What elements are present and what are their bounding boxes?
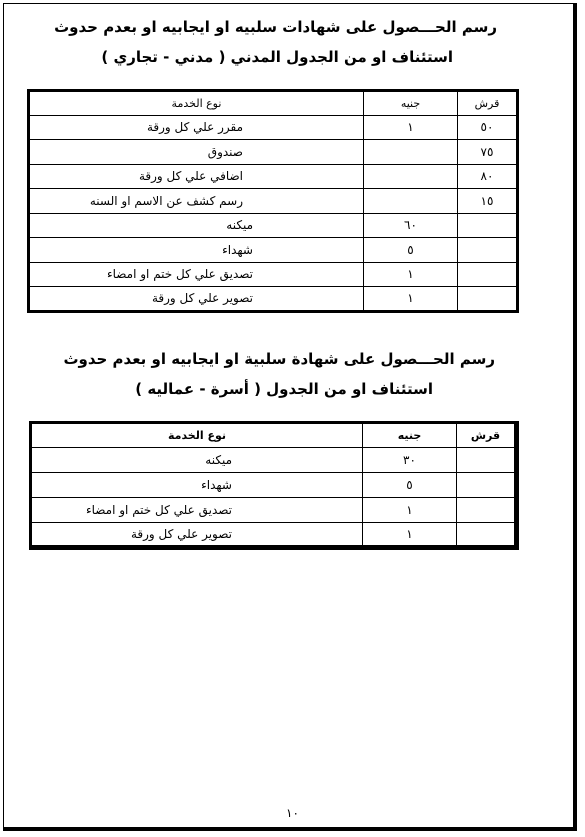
table-row bbox=[29, 213, 518, 238]
table-row bbox=[31, 473, 517, 498]
service-cell: تصوير علي كل ورقة bbox=[31, 523, 363, 548]
gineh-cell bbox=[364, 140, 458, 165]
service-cell: تصديق علي كل ختم او امضاء bbox=[31, 498, 363, 523]
qirsh-cell: ٨٠ bbox=[458, 164, 518, 189]
table-row bbox=[29, 140, 518, 165]
table-row bbox=[29, 238, 518, 263]
table-row bbox=[29, 115, 518, 140]
qirsh-cell bbox=[458, 238, 518, 263]
service-cell: رسم كشف عن الاسم او السنه bbox=[29, 189, 364, 214]
service-cell: تصوير علي كل ورقة bbox=[29, 287, 364, 312]
header-gineh: جنيه bbox=[363, 423, 457, 448]
gineh-cell: ٣٠ bbox=[363, 448, 457, 473]
table-header-row bbox=[31, 423, 517, 448]
qirsh-cell bbox=[458, 262, 518, 287]
section2-title-line2: استئناف او من الجدول ( أسرة - عماليه ) bbox=[135, 380, 433, 398]
qirsh-cell bbox=[457, 473, 517, 498]
header-qirsh: قرش bbox=[457, 423, 517, 448]
service-cell: مقرر علي كل ورقة bbox=[29, 115, 364, 140]
qirsh-cell: ١٥ bbox=[458, 189, 518, 214]
header-service: نوع الخدمة bbox=[29, 91, 364, 116]
table-row bbox=[29, 262, 518, 287]
table-row bbox=[29, 287, 518, 312]
table-row bbox=[29, 164, 518, 189]
gineh-cell: ٥ bbox=[364, 238, 458, 263]
gineh-cell: ١ bbox=[363, 523, 457, 548]
service-cell: شهداء bbox=[31, 473, 363, 498]
gineh-cell bbox=[364, 164, 458, 189]
service-cell: تصديق علي كل ختم او امضاء bbox=[29, 262, 364, 287]
gineh-cell: ١ bbox=[364, 262, 458, 287]
header-gineh: جنيه bbox=[364, 91, 458, 116]
qirsh-cell: ٧٥ bbox=[458, 140, 518, 165]
table-row bbox=[31, 523, 517, 548]
section2-fee-table bbox=[29, 421, 519, 550]
gineh-cell: ١ bbox=[363, 498, 457, 523]
gineh-cell: ٥ bbox=[363, 473, 457, 498]
section1-title-line2: استئناف او من الجدول المدني ( مدني - تجاري ) bbox=[101, 48, 453, 66]
qirsh-cell bbox=[458, 287, 518, 312]
header-qirsh: قرش bbox=[458, 91, 518, 116]
service-cell: ميكنه bbox=[29, 213, 364, 238]
service-cell: صندوق bbox=[29, 140, 364, 165]
qirsh-cell bbox=[457, 448, 517, 473]
table-header-row bbox=[29, 91, 518, 116]
header-service: نوع الخدمة bbox=[31, 423, 363, 448]
qirsh-cell bbox=[457, 498, 517, 523]
service-cell: شهداء bbox=[29, 238, 364, 263]
qirsh-cell bbox=[457, 523, 517, 548]
table-row bbox=[31, 448, 517, 473]
table-row bbox=[29, 189, 518, 214]
gineh-cell bbox=[364, 189, 458, 214]
service-cell: اضافي علي كل ورقة bbox=[29, 164, 364, 189]
gineh-cell: ١ bbox=[364, 287, 458, 312]
table-row bbox=[31, 498, 517, 523]
gineh-cell: ١ bbox=[364, 115, 458, 140]
section1-fee-table bbox=[27, 89, 519, 313]
page-number: ١٠ bbox=[286, 806, 299, 820]
gineh-cell: ٦٠ bbox=[364, 213, 458, 238]
section2-title-line1: رسم الحـــصول على شهادة سلبية او ايجابيه او بعدم حدوث bbox=[63, 350, 495, 368]
qirsh-cell: ٥٠ bbox=[458, 115, 518, 140]
section1-title-line1: رسم الحـــصول على شهادات سلبيه او ايجابيه او بعدم حدوث bbox=[54, 18, 497, 36]
service-cell: ميكنه bbox=[31, 448, 363, 473]
qirsh-cell bbox=[458, 213, 518, 238]
